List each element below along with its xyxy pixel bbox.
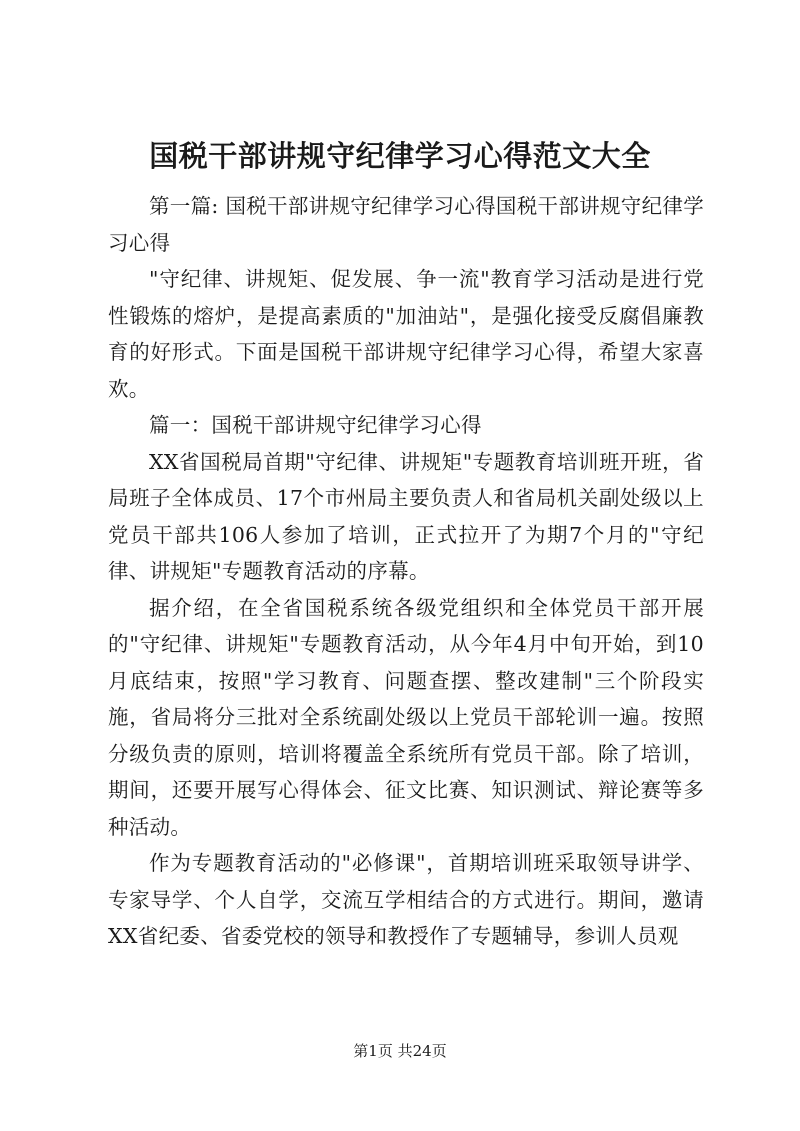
document-body — [108, 188, 704, 955]
paragraph: XX省国税局首期"守纪律、讲规矩"专题教育培训班开班，省局班子全体成员、17个市州局主要负责人和省局机关副处级以上党员干部共106人参加了培训，正式拉开了为期7个月的"守纪律、讲规矩"专题教育活动的序幕。 — [108, 449, 704, 583]
paragraph: 据介绍，在全省国税系统各级党组织和全体党员干部开展的"守纪律、讲规矩"专题教育活动，从今年4月中旬开始，到10月底结束，按照"学习教育、问题查摆、整改建制"三个阶段实施，省局将分三批对全系统副处级以上党员干部轮训一遍。按照分级负责的原则，培训将覆盖全系统所有党员干部。除了培训，期间，还要开展写心得体会、征文比赛、知识测试、辩论赛等多种活动。 — [108, 595, 704, 839]
paragraph: 作为专题教育活动的"必修课"，首期培训班采取领导讲学、专家导学、个人自学，交流互学相结合的方式进行。期间，邀请XX省纪委、省委党校的领导和教授作了专题辅导，参训人员观 — [108, 851, 704, 948]
document-title: 国税干部讲规守纪律学习心得范文大全 — [149, 139, 651, 173]
paragraph: "守纪律、讲规矩、促发展、争一流"教育学习活动是进行党性锻炼的熔炉，是提高素质的"加油站"，是强化接受反腐倡廉教育的好形式。下面是国税干部讲规守纪律学习心得，希望大家喜欢。 — [108, 267, 704, 401]
paragraph: 第一篇: 国税干部讲规守纪律学习心得国税干部讲规守纪律学习心得 — [108, 194, 704, 255]
paragraph: 篇一：国税干部讲规守纪律学习心得 — [149, 413, 482, 437]
page-number-footer: 第1页 共24页 — [353, 1042, 447, 1060]
